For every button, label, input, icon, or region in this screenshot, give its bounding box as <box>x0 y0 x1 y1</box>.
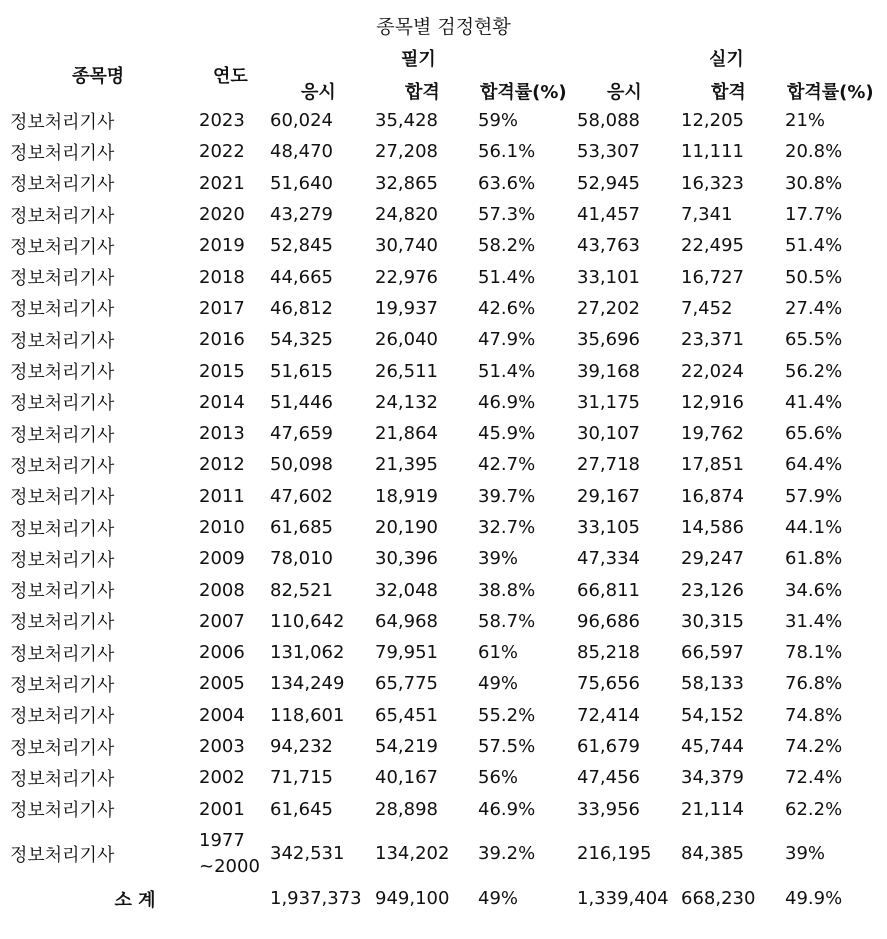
total-label: 소 계 <box>114 889 156 911</box>
table-row <box>0 387 887 418</box>
exam-stats-table <box>0 105 887 915</box>
header-practical: 실기 <box>709 49 744 70</box>
cell-practical-rate: 74.8% <box>785 704 843 726</box>
cell-year: 2009 <box>199 548 245 570</box>
cell-practical-rate: 34.6% <box>785 579 843 601</box>
cell-name: 정보처리기사 <box>10 174 115 196</box>
cell-year: 2010 <box>199 517 245 538</box>
cell-written-rate: 39% <box>478 548 519 570</box>
cell-practical-applied: 85,218 <box>577 642 640 664</box>
header-practical-applied: 응시 <box>607 82 642 103</box>
cell-written-applied: 51,446 <box>270 391 333 413</box>
cell-year: 2012 <box>199 454 245 476</box>
cell-written-rate: 42.6% <box>478 297 536 319</box>
cell-written-applied: 61,645 <box>270 798 333 820</box>
cell-year: 2023 <box>199 110 245 132</box>
cell-practical-rate: 51.4% <box>785 235 843 257</box>
cell-written-applied: 51,640 <box>270 172 333 194</box>
cell-practical-rate: 57.9% <box>785 485 843 507</box>
cell-name: 정보처리기사 <box>10 142 115 164</box>
cell-written-applied: 131,062 <box>270 642 345 664</box>
cell-written-applied: 43,279 <box>270 204 333 226</box>
cell-practical-rate: 21% <box>785 110 826 132</box>
cell-year: 2013 <box>199 423 245 445</box>
table-row <box>0 355 887 386</box>
cell-practical-passed: 11,111 <box>681 141 744 163</box>
cell-written-passed: 65,451 <box>375 704 438 726</box>
cell-written-applied: 60,024 <box>270 110 333 132</box>
cell-written-passed: 134,202 <box>375 843 450 865</box>
cell-name: 정보처리기사 <box>10 236 115 258</box>
cell-practical-passed: 7,341 <box>681 204 733 226</box>
cell-practical-passed: 34,379 <box>681 767 744 789</box>
cell-written-rate: 51.4% <box>478 360 536 382</box>
cell-written-passed: 26,511 <box>375 360 438 382</box>
cell-year: 2019 <box>199 235 245 257</box>
cell-year: 2002 <box>199 767 245 789</box>
cell-year: 2001 <box>199 798 245 820</box>
cell-written-applied: 52,845 <box>270 235 333 257</box>
cell-practical-passed: 29,247 <box>681 548 744 570</box>
cell-year: 2017 <box>199 297 245 319</box>
cell-practical-rate: 30.8% <box>785 172 843 194</box>
cell-practical-passed: 45,744 <box>681 736 744 758</box>
cell-written-passed: 65,775 <box>375 673 438 695</box>
cell-practical-applied: 29,167 <box>577 485 640 507</box>
cell-written-applied: 71,715 <box>270 767 333 789</box>
header-written-applied: 응시 <box>301 82 336 103</box>
cell-name: 정보처리기사 <box>10 844 115 866</box>
cell-practical-passed: 12,205 <box>681 110 744 132</box>
cell-practical-passed: 58,133 <box>681 673 744 695</box>
table-row <box>0 668 887 699</box>
table-row <box>0 481 887 512</box>
cell-practical-passed: 66,597 <box>681 642 744 664</box>
cell-practical-passed: 21,114 <box>681 798 744 820</box>
cell-written-rate: 49% <box>478 673 519 695</box>
cell-name: 정보처리기사 <box>10 362 115 384</box>
cell-practical-rate: 65.6% <box>785 423 843 445</box>
cell-practical-passed: 19,762 <box>681 423 744 445</box>
cell-written-applied: 118,601 <box>270 704 345 726</box>
header-name: 종목명 <box>72 66 125 87</box>
cell-written-applied: 82,521 <box>270 579 333 601</box>
cell-practical-passed: 23,126 <box>681 579 744 601</box>
cell-year: 2020 <box>199 204 245 226</box>
header-practical-rate: 합격률(%) <box>787 82 874 103</box>
table-row <box>0 762 887 793</box>
cell-practical-rate: 74.2% <box>785 736 843 758</box>
table-row <box>0 794 887 825</box>
cell-written-rate: 42.7% <box>478 454 536 476</box>
cell-practical-applied: 41,457 <box>577 204 640 226</box>
cell-written-applied: 134,249 <box>270 673 345 695</box>
cell-practical-rate: 78.1% <box>785 642 843 664</box>
cell-practical-rate: 72.4% <box>785 767 843 789</box>
cell-written-rate: 39.7% <box>478 485 536 507</box>
table-row <box>0 230 887 261</box>
cell-practical-passed: 12,916 <box>681 391 744 413</box>
cell-practical-applied: 58,088 <box>577 110 640 132</box>
cell-practical-passed: 16,727 <box>681 266 744 288</box>
cell-written-rate: 51.4% <box>478 266 536 288</box>
cell-written-rate: 55.2% <box>478 704 536 726</box>
cell-year: 2016 <box>199 329 245 351</box>
cell-written-applied: 110,642 <box>270 610 345 632</box>
table-row <box>0 512 887 543</box>
cell-written-passed: 21,864 <box>375 423 438 445</box>
cell-practical-passed: 16,874 <box>681 485 744 507</box>
total-row <box>0 883 887 915</box>
cell-year: 2018 <box>199 266 245 288</box>
cell-written-applied: 54,325 <box>270 329 333 351</box>
cell-written-passed: 24,132 <box>375 391 438 413</box>
cell-written-passed: 40,167 <box>375 767 438 789</box>
cell-written-passed: 26,040 <box>375 329 438 351</box>
cell-written-passed: 27,208 <box>375 141 438 163</box>
cell-practical-rate: 65.5% <box>785 329 843 351</box>
table-body <box>0 105 887 915</box>
cell-practical-passed: 14,586 <box>681 517 744 538</box>
cell-written-applied: 50,098 <box>270 454 333 476</box>
cell-written-rate: 59% <box>478 110 519 132</box>
cell-practical-passed: 30,315 <box>681 610 744 632</box>
cell-practical-rate: 39% <box>785 843 826 865</box>
cell-practical-rate: 64.4% <box>785 454 843 476</box>
cell-name: 정보처리기사 <box>10 111 115 133</box>
cell-name: 정보처리기사 <box>10 768 115 790</box>
cell-written-rate: 58.2% <box>478 235 536 257</box>
cell-practical-passed: 17,851 <box>681 454 744 476</box>
cell-written-passed: 30,740 <box>375 235 438 257</box>
cell-written-rate: 39.2% <box>478 843 536 865</box>
cell-written-rate: 58.7% <box>478 610 536 632</box>
table-row <box>0 543 887 574</box>
cell-practical-applied: 66,811 <box>577 579 640 601</box>
cell-practical-rate: 76.8% <box>785 673 843 695</box>
cell-written-rate: 57.5% <box>478 736 536 758</box>
cell-practical-rate: 41.4% <box>785 391 843 413</box>
cell-practical-applied: 75,656 <box>577 673 640 695</box>
cell-practical-passed: 16,323 <box>681 172 744 194</box>
cell-practical-applied: 33,956 <box>577 798 640 820</box>
cell-written-applied: 78,010 <box>270 548 333 570</box>
cell-practical-applied: 33,105 <box>577 517 640 538</box>
cell-practical-passed: 22,024 <box>681 360 744 382</box>
cell-name: 정보처리기사 <box>10 706 115 728</box>
cell-written-rate: 56.1% <box>478 141 536 163</box>
cell-name: 정보처리기사 <box>10 455 115 477</box>
total-practical-applied: 1,339,404 <box>577 888 669 910</box>
cell-year: 2006 <box>199 642 245 664</box>
cell-year: 2003 <box>199 736 245 758</box>
cell-practical-applied: 72,414 <box>577 704 640 726</box>
cell-written-passed: 54,219 <box>375 736 438 758</box>
total-written-passed: 949,100 <box>375 888 450 910</box>
cell-written-applied: 47,659 <box>270 423 333 445</box>
cell-year: 2005 <box>199 673 245 695</box>
cell-written-passed: 18,919 <box>375 485 438 507</box>
cell-written-applied: 61,685 <box>270 517 333 538</box>
cell-practical-rate: 17.7% <box>785 204 843 226</box>
header-written-rate: 합격률(%) <box>480 82 567 103</box>
table-row <box>0 199 887 230</box>
table-row <box>0 105 887 136</box>
cell-year: 2007 <box>199 610 245 632</box>
cell-year: 2004 <box>199 704 245 726</box>
cell-name: 정보처리기사 <box>10 268 115 290</box>
cell-year: 2011 <box>199 485 245 507</box>
table-row <box>0 574 887 605</box>
cell-year: 2014 <box>199 391 245 413</box>
cell-written-passed: 35,428 <box>375 110 438 132</box>
cell-practical-applied: 47,334 <box>577 548 640 570</box>
table-row <box>0 293 887 324</box>
cell-name: 정보처리기사 <box>10 549 115 571</box>
cell-name: 정보처리기사 <box>10 487 115 509</box>
cell-written-rate: 63.6% <box>478 172 536 194</box>
cell-written-applied: 47,602 <box>270 485 333 507</box>
cell-written-rate: 56% <box>478 767 519 789</box>
cell-written-rate: 46.9% <box>478 391 536 413</box>
cell-practical-applied: 61,679 <box>577 736 640 758</box>
cell-written-passed: 64,968 <box>375 610 438 632</box>
table-row <box>0 449 887 480</box>
cell-practical-passed: 84,385 <box>681 843 744 865</box>
table-row <box>0 418 887 449</box>
cell-name: 정보처리기사 <box>10 205 115 227</box>
cell-practical-rate: 44.1% <box>785 517 843 538</box>
cell-written-rate: 46.9% <box>478 798 536 820</box>
cell-written-passed: 20,190 <box>375 517 438 538</box>
cell-written-rate: 32.7% <box>478 517 536 538</box>
cell-written-passed: 22,976 <box>375 266 438 288</box>
cell-written-passed: 32,865 <box>375 172 438 194</box>
cell-written-rate: 47.9% <box>478 329 536 351</box>
cell-practical-applied: 53,307 <box>577 141 640 163</box>
cell-practical-passed: 23,371 <box>681 329 744 351</box>
cell-name: 정보처리기사 <box>10 674 115 696</box>
total-written-rate: 49% <box>478 888 519 910</box>
cell-practical-applied: 96,686 <box>577 610 640 632</box>
cell-written-applied: 46,812 <box>270 297 333 319</box>
cell-practical-passed: 22,495 <box>681 235 744 257</box>
cell-practical-applied: 39,168 <box>577 360 640 382</box>
cell-written-rate: 38.8% <box>478 579 536 601</box>
cell-year: 2008 <box>199 579 245 601</box>
cell-practical-applied: 27,718 <box>577 454 640 476</box>
table-row <box>0 606 887 637</box>
cell-written-passed: 24,820 <box>375 204 438 226</box>
total-practical-passed: 668,230 <box>681 888 756 910</box>
cell-written-rate: 45.9% <box>478 423 536 445</box>
cell-written-passed: 79,951 <box>375 642 438 664</box>
table-row <box>0 700 887 731</box>
table-row <box>0 324 887 355</box>
cell-practical-applied: 43,763 <box>577 235 640 257</box>
total-written-applied: 1,937,373 <box>270 888 362 910</box>
table-row <box>0 168 887 199</box>
cell-name: 정보처리기사 <box>10 737 115 759</box>
cell-practical-passed: 54,152 <box>681 704 744 726</box>
cell-practical-applied: 30,107 <box>577 423 640 445</box>
cell-year: 2021 <box>199 172 245 194</box>
cell-name: 정보처리기사 <box>10 612 115 634</box>
cell-name: 정보처리기사 <box>10 581 115 603</box>
cell-year: 1977 ~2000 <box>199 829 260 877</box>
table-row <box>0 637 887 668</box>
cell-written-applied: 44,665 <box>270 266 333 288</box>
cell-written-passed: 32,048 <box>375 579 438 601</box>
cell-name: 정보처리기사 <box>10 643 115 665</box>
header-practical-passed: 합격 <box>711 82 746 103</box>
cell-written-rate: 61% <box>478 642 519 664</box>
cell-practical-rate: 62.2% <box>785 798 843 820</box>
cell-name: 정보처리기사 <box>10 424 115 446</box>
header-written: 필기 <box>401 49 436 70</box>
cell-practical-rate: 27.4% <box>785 297 843 319</box>
table-caption: 종목별 검정현황 <box>376 16 511 38</box>
cell-practical-applied: 33,101 <box>577 266 640 288</box>
cell-written-applied: 94,232 <box>270 736 333 758</box>
table-row <box>0 731 887 762</box>
cell-practical-applied: 35,696 <box>577 329 640 351</box>
cell-name: 정보처리기사 <box>10 330 115 352</box>
cell-name: 정보처리기사 <box>10 800 115 822</box>
cell-practical-rate: 50.5% <box>785 266 843 288</box>
cell-written-rate: 57.3% <box>478 204 536 226</box>
cell-written-applied: 342,531 <box>270 843 345 865</box>
cell-written-passed: 19,937 <box>375 297 438 319</box>
cell-year: 2022 <box>199 141 245 163</box>
header-year: 연도 <box>213 66 248 87</box>
cell-practical-rate: 56.2% <box>785 360 843 382</box>
cell-practical-passed: 7,452 <box>681 297 733 319</box>
cell-practical-applied: 216,195 <box>577 843 652 865</box>
cell-name: 정보처리기사 <box>10 518 115 540</box>
cell-year: 2015 <box>199 360 245 382</box>
table-row <box>0 261 887 292</box>
cell-practical-applied: 52,945 <box>577 172 640 194</box>
cell-practical-rate: 31.4% <box>785 610 843 632</box>
cell-written-applied: 51,615 <box>270 360 333 382</box>
cell-written-applied: 48,470 <box>270 141 333 163</box>
cell-practical-applied: 47,456 <box>577 767 640 789</box>
cell-practical-applied: 27,202 <box>577 297 640 319</box>
cell-written-passed: 21,395 <box>375 454 438 476</box>
cell-written-passed: 28,898 <box>375 798 438 820</box>
cell-written-passed: 30,396 <box>375 548 438 570</box>
cell-practical-rate: 20.8% <box>785 141 843 163</box>
cell-name: 정보처리기사 <box>10 299 115 321</box>
table-row <box>0 825 887 883</box>
header-written-passed: 합격 <box>405 82 440 103</box>
cell-practical-applied: 31,175 <box>577 391 640 413</box>
cell-name: 정보처리기사 <box>10 393 115 415</box>
table-row <box>0 136 887 167</box>
total-practical-rate: 49.9% <box>785 888 843 910</box>
cell-practical-rate: 61.8% <box>785 548 843 570</box>
